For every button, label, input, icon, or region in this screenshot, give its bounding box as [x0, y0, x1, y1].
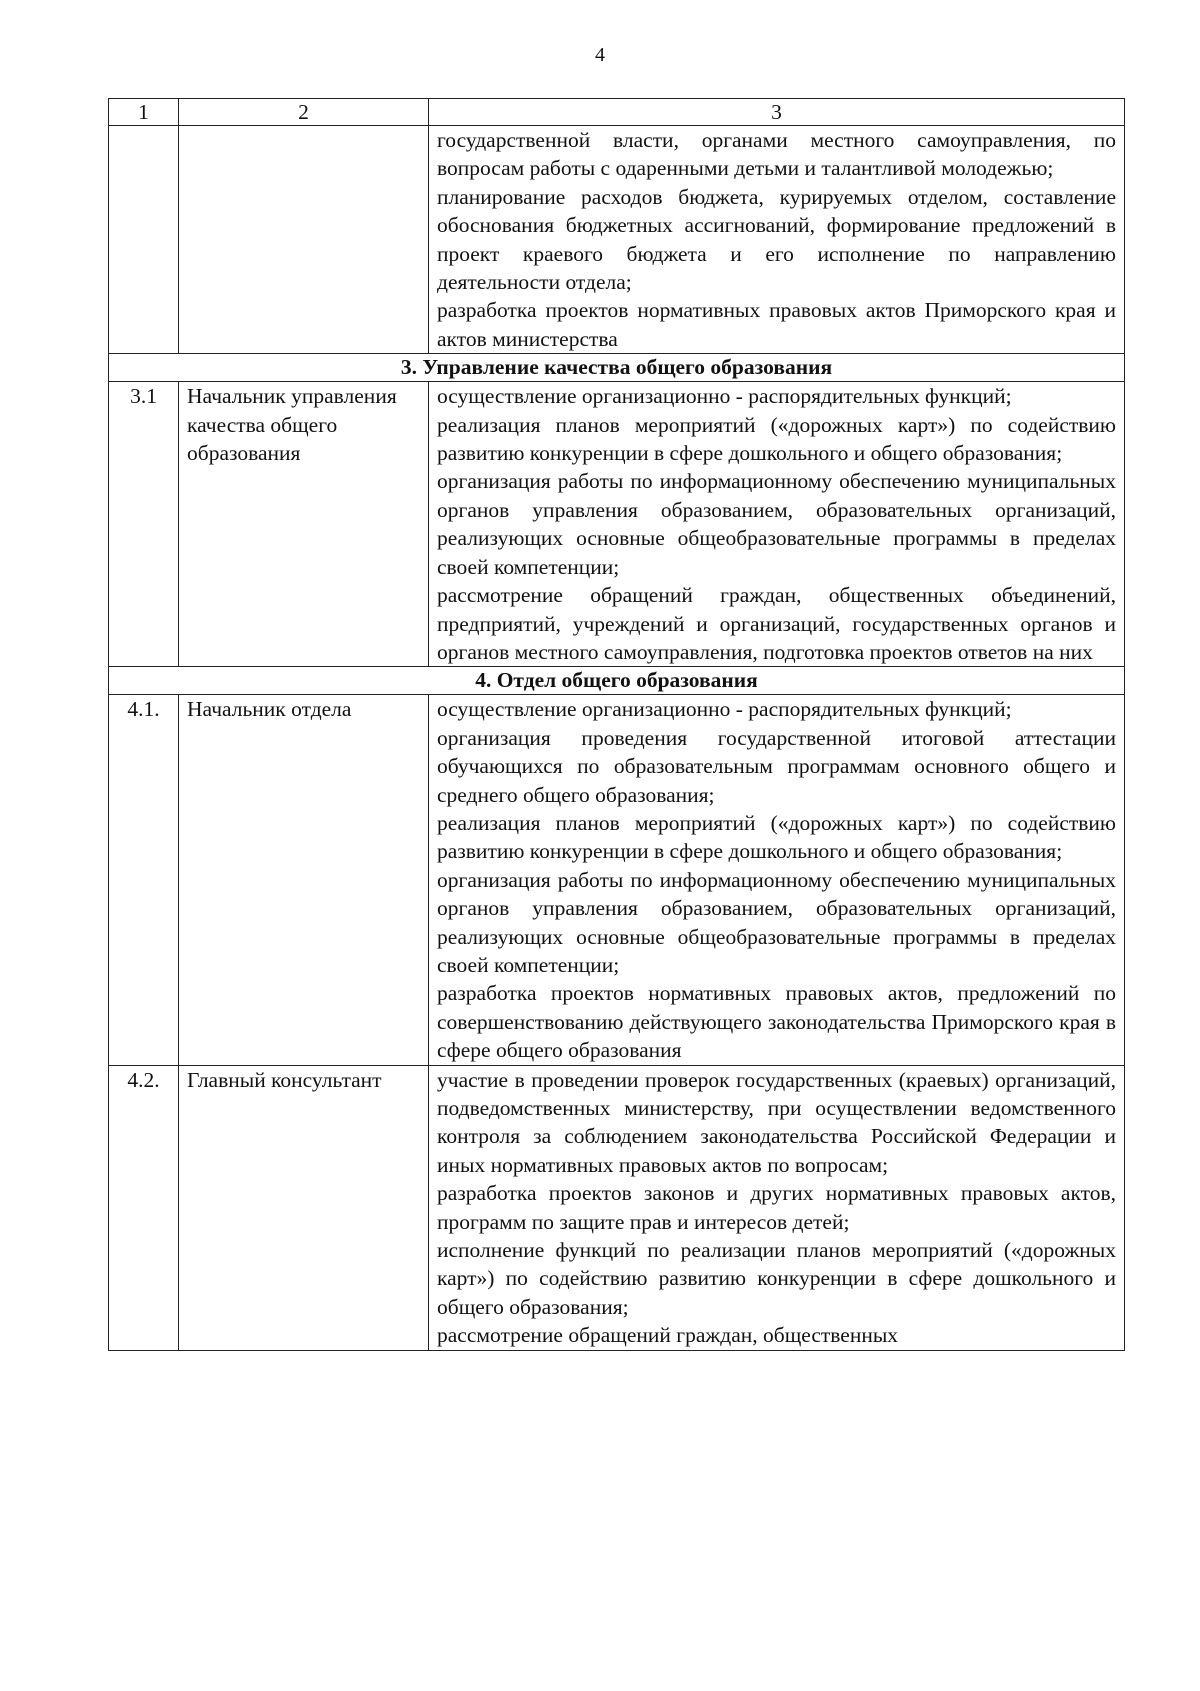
table-row-4-1: [109, 695, 1125, 1065]
table-row-3-1: [109, 382, 1125, 667]
duties-table: [108, 98, 1125, 1351]
duties-cell: [429, 382, 1125, 667]
table-header-row: [109, 99, 1125, 126]
row-number: 3.1: [109, 382, 179, 667]
position-title: Начальник отдела: [179, 695, 429, 1065]
duties-cell: [429, 1065, 1125, 1350]
duty-item: разработка проектов законов и других нормативных правовых актов, программ по защите прав и интересов детей;: [437, 1181, 1116, 1234]
table-row-4-2: [109, 1065, 1125, 1350]
duty-item: государственной власти, органами местного самоуправления, по вопросам работы с одаренными детьми и талантливой молодежью;: [437, 128, 1116, 181]
section-heading-row: [109, 667, 1125, 695]
page-number: 4: [595, 44, 605, 66]
row-number: 4.1.: [109, 695, 179, 1065]
position-title: Начальник управления качества общего образования: [179, 382, 429, 667]
duty-item: реализация планов мероприятий («дорожных карт») по содействию развитию конкуренции в сфере дошкольного и общего образования;: [437, 810, 1116, 864]
row-number-cell: [109, 126, 179, 354]
row-number: 4.2.: [109, 1065, 179, 1350]
duty-item: исполнение функций по реализации планов мероприятий («дорожных карт») по содействию развитию конкуренции в сфере дошкольного и общего образования;: [437, 1238, 1116, 1319]
duty-item: участие в проведении проверок государственных (краевых) организаций, подведомственных министерству, при осуществлении ведомственного контроля за соблюдением законодательства Российской Федерации и иных нормативных правовых актов по вопросам;: [437, 1067, 1116, 1177]
position-title: Главный консультант: [179, 1065, 429, 1350]
duty-item: осуществление организационно - распорядительных функций;: [437, 384, 1012, 409]
duties-cell: [429, 695, 1125, 1065]
header-col-3: 3: [429, 99, 1125, 126]
duty-item: организация работы по информационному обеспечению муниципальных органов управления образованием, образовательных организаций, реализующих основные общеобразовательные программы в пределах своей компетенции;: [437, 469, 1116, 579]
duties-cell: [429, 126, 1125, 354]
section-title: 3. Управление качества общего образования: [109, 354, 1125, 382]
section-heading-row: [109, 354, 1125, 382]
duty-item: планирование расходов бюджета, курируемых отделом, составление обоснования бюджетных ассигнований, формирование предложений в проект краевого бюджета и его исполнение по направлению деятельности отдела;: [437, 184, 1116, 295]
section-title: 4. Отдел общего образования: [109, 667, 1125, 695]
position-cell: [179, 126, 429, 354]
duty-item: организация проведения государственной итоговой аттестации обучающихся по образовательным программам основного общего и среднего общего образования;: [437, 725, 1116, 807]
duty-item: организация работы по информационному обеспечению муниципальных органов управления образованием, образовательных организаций, реализующих основные общеобразовательные программы в пределах своей компетенции;: [437, 867, 1116, 977]
duty-item: реализация планов мероприятий («дорожных карт») по содействию развитию конкуренции в сфере дошкольного и общего образования;: [437, 412, 1116, 466]
header-col-2: 2: [179, 99, 429, 126]
duty-item: рассмотрение обращений граждан, общественных: [437, 1323, 899, 1348]
duty-item: осуществление организационно - распорядительных функций;: [437, 697, 1012, 722]
table-row-continuation: [109, 126, 1125, 354]
header-col-1: 1: [109, 99, 179, 126]
duty-item: разработка проектов нормативных правовых актов, предложений по совершенствованию действующего законодательства Приморского края в сфере общего образования: [437, 981, 1116, 1063]
duty-item: рассмотрение обращений граждан, общественных объединений, предприятий, учреждений и организаций, государственных органов и органов местного самоуправления, подготовка проектов ответов на них: [437, 583, 1116, 664]
duty-item: разработка проектов нормативных правовых актов Приморского края и актов министерства: [437, 298, 1116, 351]
